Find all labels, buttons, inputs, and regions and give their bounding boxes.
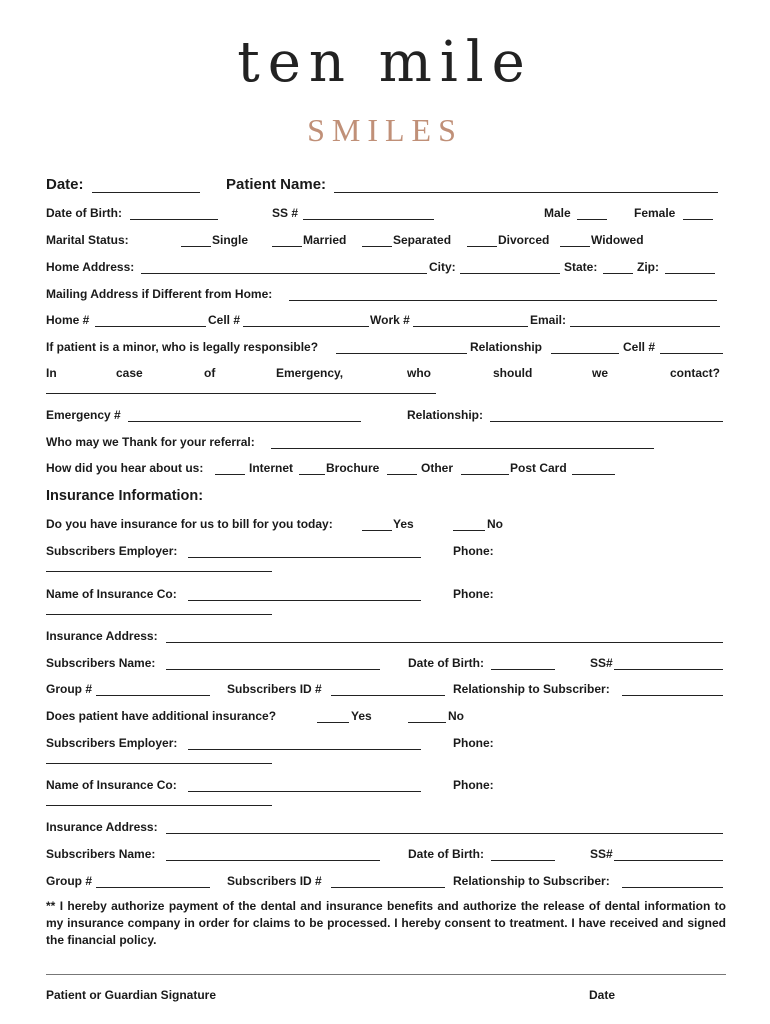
employer-field[interactable] <box>188 557 421 558</box>
signature-date-label: Date <box>589 988 616 1002</box>
responsible-party-field[interactable] <box>336 353 467 354</box>
insurance-address-label: Insurance Address: <box>46 629 158 643</box>
city-field[interactable] <box>460 273 560 274</box>
emergency-relationship-field[interactable] <box>490 421 723 422</box>
emergency-word: Emergency, <box>276 366 344 380</box>
state-label: State: <box>564 260 598 274</box>
marital-status-label: Marital Status: <box>46 233 129 247</box>
emergency-word: contact? <box>670 366 721 380</box>
employer-field-cont[interactable] <box>46 571 272 572</box>
other-field[interactable] <box>461 474 509 475</box>
additional-no-label: No <box>448 709 464 723</box>
emergency-phone-label: Emergency # <box>46 408 121 422</box>
insurance-heading: Insurance Information: <box>46 488 204 504</box>
referral-label: Who may we Thank for your referral: <box>46 435 255 449</box>
subscriber-name-field-2[interactable] <box>166 860 380 861</box>
insurance-company-label: Name of Insurance Co: <box>46 587 177 601</box>
dob-label: Date of Birth: <box>46 206 122 220</box>
state-field[interactable] <box>603 273 633 274</box>
emergency-phone-field[interactable] <box>128 421 361 422</box>
insurance-phone-label-2: Phone: <box>453 778 494 792</box>
zip-label: Zip: <box>637 260 659 274</box>
zip-field[interactable] <box>665 273 715 274</box>
separated-checkbox[interactable] <box>362 246 392 247</box>
city-label: City: <box>429 260 456 274</box>
no-label: No <box>487 517 503 531</box>
subscriber-dob-label: Date of Birth: <box>408 656 484 670</box>
subscriber-dob-label-2: Date of Birth: <box>408 847 484 861</box>
insurance-company-field[interactable] <box>188 600 421 601</box>
ss-label: SS # <box>272 206 299 220</box>
additional-no-checkbox[interactable] <box>408 722 446 723</box>
subscriber-id-label-2: Subscribers ID # <box>227 874 322 888</box>
home-phone-field[interactable] <box>95 326 206 327</box>
relationship-subscriber-label: Relationship to Subscriber: <box>453 682 610 696</box>
insurance-company-field-cont[interactable] <box>46 614 272 615</box>
signature-line[interactable] <box>46 974 726 975</box>
subscriber-dob-field-2[interactable] <box>491 860 555 861</box>
post-card-label: Post Card <box>510 461 567 475</box>
married-checkbox[interactable] <box>272 246 302 247</box>
cell-label-2: Cell # <box>623 340 656 354</box>
responsible-cell-field[interactable] <box>660 353 723 354</box>
relationship-subscriber-field[interactable] <box>622 695 723 696</box>
insurance-address-field-2[interactable] <box>166 833 723 834</box>
employer-phone-label-2: Phone: <box>453 736 494 750</box>
no-checkbox[interactable] <box>453 530 485 531</box>
subscriber-id-field-2[interactable] <box>331 887 445 888</box>
divorced-checkbox[interactable] <box>467 246 497 247</box>
group-field-2[interactable] <box>96 887 210 888</box>
patient-name-label: Patient Name: <box>226 176 327 193</box>
signature-label: Patient or Guardian Signature <box>46 988 217 1002</box>
work-phone-field[interactable] <box>413 326 528 327</box>
additional-yes-checkbox[interactable] <box>317 722 349 723</box>
insurance-address-label-2: Insurance Address: <box>46 820 158 834</box>
logo-title: ten mile <box>237 30 533 95</box>
additional-yes-label: Yes <box>351 709 372 723</box>
emergency-word: who <box>407 366 431 380</box>
patient-name-field[interactable] <box>334 192 718 193</box>
male-label: Male <box>544 206 571 220</box>
work-phone-label: Work # <box>370 313 410 327</box>
insurance-company-label-2: Name of Insurance Co: <box>46 778 177 792</box>
post-card-checkbox[interactable] <box>572 474 615 475</box>
subscriber-dob-field[interactable] <box>491 669 555 670</box>
emergency-contact-field[interactable] <box>46 393 436 394</box>
home-address-label: Home Address: <box>46 260 135 274</box>
subscriber-name-label: Subscribers Name: <box>46 656 156 670</box>
married-label: Married <box>303 233 347 247</box>
internet-checkbox[interactable] <box>215 474 245 475</box>
subscriber-ss-label: SS# <box>590 656 613 670</box>
employer-phone-label: Phone: <box>453 544 494 558</box>
insurance-phone-label: Phone: <box>453 587 494 601</box>
email-label: Email: <box>530 313 567 327</box>
employer-label-2: Subscribers Employer: <box>46 736 178 750</box>
subscriber-ss-field-2[interactable] <box>614 860 723 861</box>
insurance-address-field[interactable] <box>166 642 723 643</box>
dob-field[interactable] <box>130 219 218 220</box>
logo-subtitle: SMILES <box>307 112 463 148</box>
cell-phone-label: Cell # <box>208 313 241 327</box>
insurance-company-field-2[interactable] <box>188 791 421 792</box>
emergency-word: case <box>116 366 143 380</box>
home-address-field[interactable] <box>141 273 427 274</box>
date-label: Date: <box>46 176 84 193</box>
single-checkbox[interactable] <box>181 246 211 247</box>
brochure-checkbox[interactable] <box>299 474 325 475</box>
group-label: Group # <box>46 682 93 696</box>
other-checkbox[interactable] <box>387 474 417 475</box>
referral-field[interactable] <box>271 448 654 449</box>
subscriber-ss-field[interactable] <box>614 669 723 670</box>
relationship-label: Relationship <box>470 340 543 354</box>
emergency-word: should <box>493 366 533 380</box>
separated-label: Separated <box>393 233 452 247</box>
emergency-word: we <box>592 366 609 380</box>
widowed-checkbox[interactable] <box>560 246 590 247</box>
single-label: Single <box>212 233 249 247</box>
heard-label: How did you hear about us: <box>46 461 204 475</box>
relationship-subscriber-field-2[interactable] <box>622 887 723 888</box>
authorization-text: ** I hereby authorize payment of the dental and insurance benefits and authorize the release of dental information to my insurance company in order for claims to be processed. I hereby consent to treatment. I have received and signed the financial policy. <box>46 899 726 947</box>
brochure-label: Brochure <box>326 461 380 475</box>
email-field[interactable] <box>570 326 720 327</box>
employer-field-2-cont[interactable] <box>46 763 272 764</box>
female-label: Female <box>634 206 676 220</box>
additional-insurance-label: Does patient have additional insurance? <box>46 709 277 723</box>
widowed-label: Widowed <box>591 233 644 247</box>
insurance-company-field-2-cont[interactable] <box>46 805 272 806</box>
mailing-address-field[interactable] <box>289 300 717 301</box>
other-label: Other <box>421 461 454 475</box>
minor-question-label: If patient is a minor, who is legally responsible? <box>46 340 319 354</box>
subscriber-name-label-2: Subscribers Name: <box>46 847 156 861</box>
divorced-label: Divorced <box>498 233 550 247</box>
subscriber-ss-label-2: SS# <box>590 847 613 861</box>
subscriber-id-label: Subscribers ID # <box>227 682 322 696</box>
date-field[interactable] <box>92 192 200 193</box>
cell-phone-field[interactable] <box>243 326 369 327</box>
employer-label: Subscribers Employer: <box>46 544 178 558</box>
emergency-word: of <box>204 366 216 380</box>
subscriber-name-field[interactable] <box>166 669 380 670</box>
employer-field-2[interactable] <box>188 749 421 750</box>
home-phone-label: Home # <box>46 313 90 327</box>
mailing-address-label: Mailing Address if Different from Home: <box>46 287 273 301</box>
bill-question-label: Do you have insurance for us to bill for you today: <box>46 517 333 531</box>
emergency-relationship-label: Relationship: <box>407 408 484 422</box>
group-field[interactable] <box>96 695 210 696</box>
yes-label: Yes <box>393 517 414 531</box>
female-checkbox[interactable] <box>683 219 713 220</box>
ss-field[interactable] <box>303 219 434 220</box>
male-checkbox[interactable] <box>577 219 607 220</box>
yes-checkbox[interactable] <box>362 530 392 531</box>
emergency-word: In <box>46 366 57 380</box>
relationship-subscriber-label-2: Relationship to Subscriber: <box>453 874 610 888</box>
relationship-field[interactable] <box>551 353 619 354</box>
internet-label: Internet <box>249 461 294 475</box>
group-label-2: Group # <box>46 874 93 888</box>
subscriber-id-field[interactable] <box>331 695 445 696</box>
